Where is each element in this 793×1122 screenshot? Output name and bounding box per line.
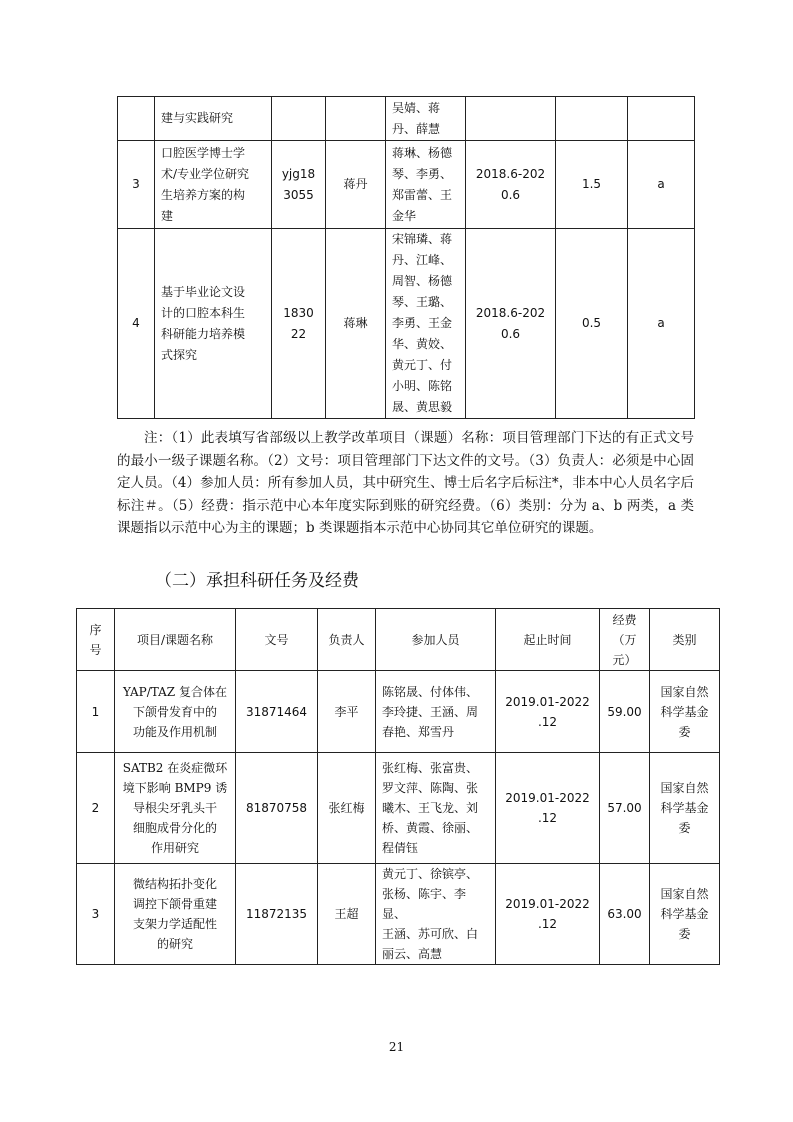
cell-leader: 蒋丹 (326, 141, 386, 229)
cell-no: 3 (118, 141, 155, 229)
cell-doc: 11872135 (236, 864, 318, 965)
table-row (118, 229, 695, 419)
cell-leader: 蒋琳 (326, 229, 386, 419)
cell-members: 蒋琳、杨德 琴、李勇、 郑雷蕾、王 金华 (386, 141, 466, 229)
cell-no (118, 97, 155, 141)
header-type: 类别 (650, 609, 720, 671)
header-name: 项目/课题名称 (115, 609, 236, 671)
table-row (77, 671, 720, 753)
table-row (118, 97, 695, 141)
header-funds: 经费 （万 元） (600, 609, 650, 671)
cell-leader: 王超 (318, 864, 376, 965)
cell-type: 国家自然 科学基金 委 (650, 864, 720, 965)
section-title: （二）承担科研任务及经费 (155, 571, 359, 591)
cell-leader: 李平 (318, 671, 376, 753)
cell-doc (272, 97, 326, 141)
teaching-reform-table (117, 96, 695, 419)
cell-name: SATB2 在炎症微环 境下影响 BMP9 诱 导根尖牙乳头干 细胞成骨分化的 作用研究 (115, 753, 236, 864)
cell-type: a (628, 141, 695, 229)
table-row (77, 753, 720, 864)
header-period: 起止时间 (496, 609, 600, 671)
cell-doc: 1830 22 (272, 229, 326, 419)
cell-members: 吴婧、蒋 丹、薛慧 (386, 97, 466, 141)
cell-funds: 0.5 (556, 229, 628, 419)
cell-members: 黄元丁、徐镔亭、 张杨、陈宇、李显、 王涵、苏可欣、白 丽云、高慧 (376, 864, 496, 965)
table-header-row (77, 609, 720, 671)
cell-funds: 1.5 (556, 141, 628, 229)
cell-leader (326, 97, 386, 141)
cell-no: 4 (118, 229, 155, 419)
cell-type: 国家自然 科学基金 委 (650, 753, 720, 864)
header-leader: 负责人 (318, 609, 376, 671)
cell-name: 基于毕业论文设 计的口腔本科生 科研能力培养模 式探究 (155, 229, 272, 419)
cell-type (628, 97, 695, 141)
page-number: 21 (388, 1040, 405, 1054)
cell-period: 2018.6-202 0.6 (466, 141, 556, 229)
header-doc: 文号 (236, 609, 318, 671)
cell-funds: 57.00 (600, 753, 650, 864)
table-row (118, 141, 695, 229)
cell-period: 2019.01-2022 .12 (496, 864, 600, 965)
cell-members: 张红梅、张富贵、 罗文萍、陈陶、张 曦木、王飞龙、刘 桥、黄霞、徐丽、 程倩钰 (376, 753, 496, 864)
cell-doc: 81870758 (236, 753, 318, 864)
cell-name: 建与实践研究 (155, 97, 272, 141)
cell-funds: 63.00 (600, 864, 650, 965)
cell-members: 陈铭晟、付体伟、 李玲捷、王涵、周 春艳、郑雪丹 (376, 671, 496, 753)
cell-doc: 31871464 (236, 671, 318, 753)
research-projects-table (76, 608, 720, 965)
cell-doc: yjg18 3055 (272, 141, 326, 229)
table-row (77, 864, 720, 965)
cell-period (466, 97, 556, 141)
cell-name: 微结构拓扑变化 调控下颌骨重建 支架力学适配性 的研究 (115, 864, 236, 965)
cell-no: 2 (77, 753, 115, 864)
cell-members: 宋锦璘、蒋 丹、江峰、 周智、杨德 琴、王璐、 李勇、王金 华、黄姣、 黄元丁、付 小明、陈铭 晟、黄思毅 (386, 229, 466, 419)
cell-period: 2018.6-202 0.6 (466, 229, 556, 419)
cell-type: a (628, 229, 695, 419)
cell-period: 2019.01-2022 .12 (496, 671, 600, 753)
cell-type: 国家自然 科学基金 委 (650, 671, 720, 753)
cell-funds (556, 97, 628, 141)
cell-name: YAP/TAZ 复合体在 下颌骨发育中的 功能及作用机制 (115, 671, 236, 753)
cell-no: 3 (77, 864, 115, 965)
cell-name: 口腔医学博士学 术/专业学位研究 生培养方案的构 建 (155, 141, 272, 229)
header-no: 序 号 (77, 609, 115, 671)
table-note: 注：（1）此表填写省部级以上教学改革项目（课题）名称：项目管理部门下达的有正式文号的最小一级子课题名称。（2）文号：项目管理部门下达文件的文号。（3）负责人：必须是中心固定人员。（4）参加人员：所有参加人员，其中研究生、博士后名字后标注*，非本中心人员名字后标注＃。（5）经费：指示范中心本年度实际到账的研究经费。（6）类别：分为 a、b 两类，a 类课题指以示范中心为主的课题；b 类课题指本示范中心协同其它单位研究的课题。 (117, 430, 694, 536)
cell-funds: 59.00 (600, 671, 650, 753)
header-members: 参加人员 (376, 609, 496, 671)
cell-leader: 张红梅 (318, 753, 376, 864)
cell-period: 2019.01-2022 .12 (496, 753, 600, 864)
cell-no: 1 (77, 671, 115, 753)
